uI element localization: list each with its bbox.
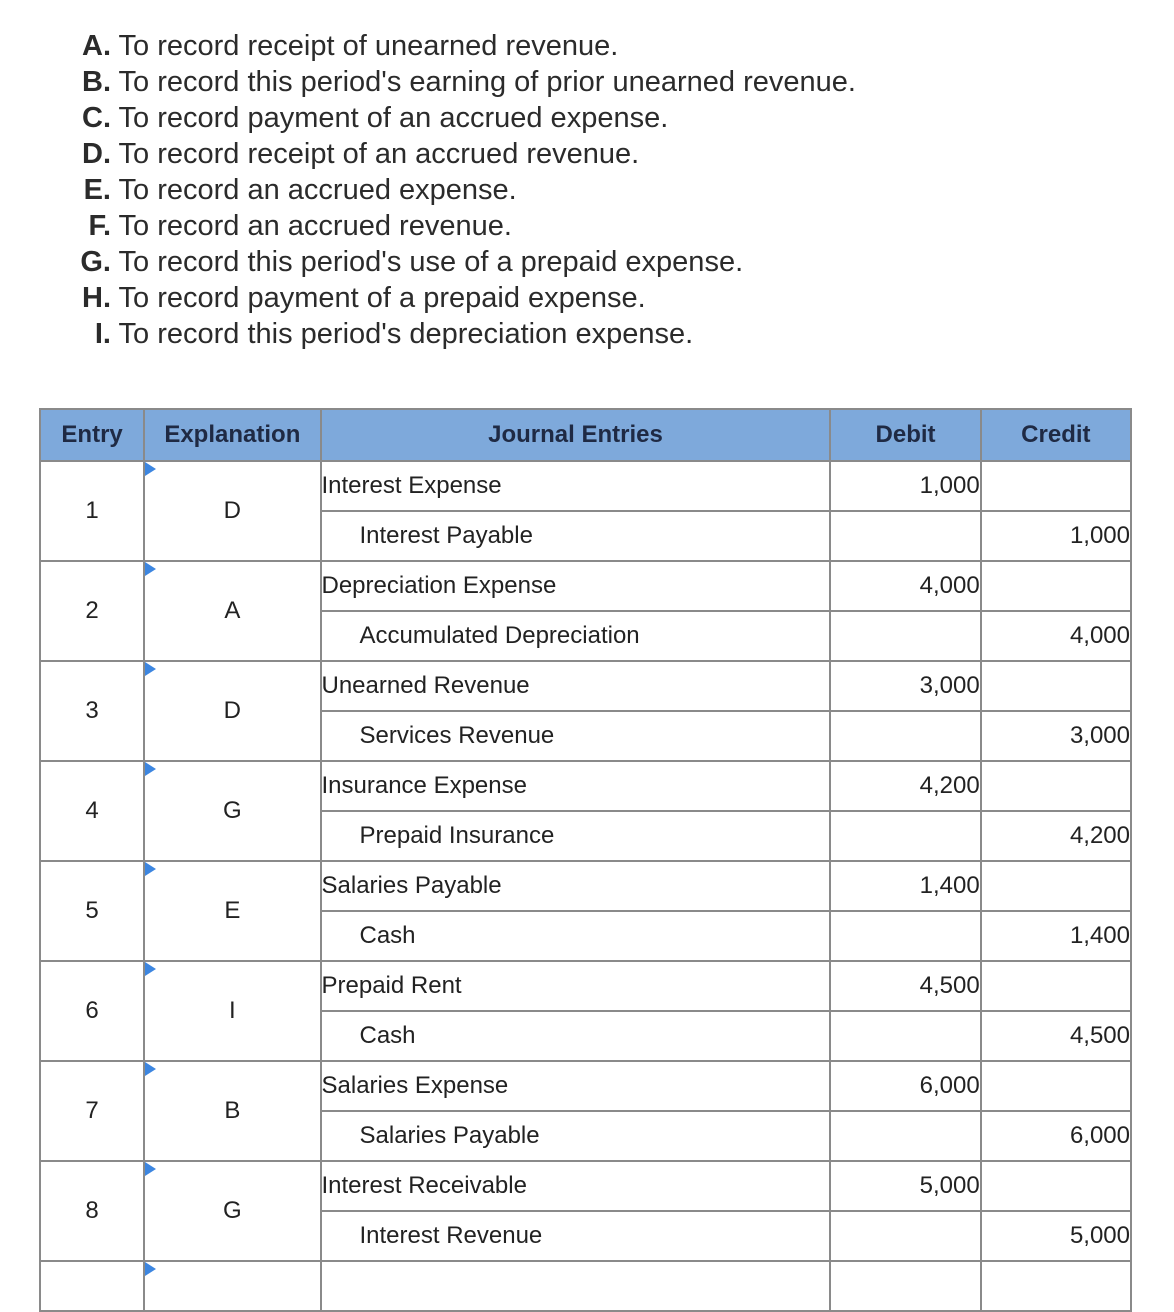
credit-account: Cash bbox=[321, 1011, 831, 1061]
explanation-select[interactable] bbox=[144, 561, 320, 661]
debit-amount-empty bbox=[830, 1011, 980, 1061]
debit-amount: 5,000 bbox=[830, 1161, 980, 1211]
explanation-select[interactable] bbox=[144, 1061, 320, 1161]
dropdown-indicator-icon bbox=[145, 562, 156, 576]
legend-item-i: I. To record this period's depreciation expense. bbox=[94, 318, 694, 350]
debit-account: Interest Receivable bbox=[321, 1161, 831, 1211]
explanation-value: D bbox=[223, 497, 242, 524]
explanation-legend bbox=[72, 28, 856, 352]
credit-amount: 1,000 bbox=[981, 511, 1131, 561]
explanation-value: I bbox=[229, 997, 236, 1024]
debit-amount: 4,200 bbox=[830, 761, 980, 811]
header-entry: Entry bbox=[40, 409, 144, 461]
legend-item-h: H. To record payment of a prepaid expense. bbox=[82, 282, 646, 314]
credit-amount: 3,000 bbox=[981, 711, 1131, 761]
dropdown-indicator-icon bbox=[145, 462, 156, 476]
credit-amount: 4,200 bbox=[981, 811, 1131, 861]
debit-account: Insurance Expense bbox=[321, 761, 831, 811]
credit-account: Interest Revenue bbox=[321, 1211, 831, 1261]
explanation-select[interactable] bbox=[144, 1161, 320, 1261]
legend-item-b: B. To record this period's earning of prior unearned revenue. bbox=[82, 66, 856, 98]
explanation-value: B bbox=[224, 1097, 241, 1124]
header-explanation: Explanation bbox=[144, 409, 320, 461]
dropdown-indicator-icon bbox=[145, 1262, 156, 1276]
credit-amount-empty bbox=[981, 661, 1131, 711]
table-row bbox=[40, 961, 1131, 1011]
legend-item-c: C. To record payment of an accrued expense. bbox=[82, 102, 669, 134]
debit-amount-empty bbox=[830, 1211, 980, 1261]
table-row bbox=[40, 861, 1131, 911]
explanation-select[interactable] bbox=[144, 761, 320, 861]
explanation-value: G bbox=[223, 797, 242, 824]
debit-account: Prepaid Rent bbox=[321, 961, 831, 1011]
credit-amount: 5,000 bbox=[981, 1211, 1131, 1261]
explanation-value: A bbox=[224, 597, 241, 624]
dropdown-indicator-icon bbox=[145, 862, 156, 876]
explanation-value: E bbox=[224, 897, 241, 924]
debit-amount-empty bbox=[830, 1111, 980, 1161]
credit-account: Services Revenue bbox=[321, 711, 831, 761]
debit-amount-empty bbox=[830, 711, 980, 761]
debit-amount: 4,000 bbox=[830, 561, 980, 611]
table-row bbox=[40, 661, 1131, 711]
credit-account: Prepaid Insurance bbox=[321, 811, 831, 861]
credit-amount: 4,000 bbox=[981, 611, 1131, 661]
entry-number: 3 bbox=[40, 661, 144, 761]
credit-amount: 4,500 bbox=[981, 1011, 1131, 1061]
credit-amount-empty bbox=[981, 961, 1131, 1011]
debit-amount: 3,000 bbox=[830, 661, 980, 711]
debit-amount-empty bbox=[830, 811, 980, 861]
entry-number: 6 bbox=[40, 961, 144, 1061]
dropdown-indicator-icon bbox=[145, 962, 156, 976]
explanation-value: D bbox=[223, 697, 242, 724]
debit-amount-empty bbox=[830, 611, 980, 661]
table-row bbox=[40, 461, 1131, 511]
explanation-select[interactable] bbox=[144, 461, 320, 561]
table-row bbox=[40, 1261, 1131, 1311]
legend-item-d: D. To record receipt of an accrued revenue. bbox=[82, 138, 640, 170]
debit-amount-empty bbox=[830, 511, 980, 561]
entry-number: 1 bbox=[40, 461, 144, 561]
dropdown-indicator-icon bbox=[145, 1162, 156, 1176]
credit-amount: 1,400 bbox=[981, 911, 1131, 961]
entry-number: 8 bbox=[40, 1161, 144, 1261]
credit-amount-empty bbox=[981, 461, 1131, 511]
entry-number: 4 bbox=[40, 761, 144, 861]
credit-amount-empty bbox=[981, 861, 1131, 911]
header-credit: Credit bbox=[981, 409, 1131, 461]
debit-amount: 6,000 bbox=[830, 1061, 980, 1111]
debit-account-empty bbox=[321, 1261, 831, 1311]
entry-number-empty bbox=[40, 1261, 144, 1311]
credit-account: Accumulated Depreciation bbox=[321, 611, 831, 661]
debit-account: Salaries Payable bbox=[321, 861, 831, 911]
credit-amount-empty bbox=[981, 1061, 1131, 1111]
explanation-value: G bbox=[223, 1197, 242, 1224]
table-row bbox=[40, 1061, 1131, 1111]
debit-amount: 1,000 bbox=[830, 461, 980, 511]
debit-account: Interest Expense bbox=[321, 461, 831, 511]
table-row bbox=[40, 761, 1131, 811]
legend-item-e: E. To record an accrued expense. bbox=[83, 174, 517, 206]
dropdown-indicator-icon bbox=[145, 1062, 156, 1076]
legend-item-g: G. To record this period's use of a prepaid expense. bbox=[80, 246, 744, 278]
credit-amount: 6,000 bbox=[981, 1111, 1131, 1161]
legend-item-f: F. To record an accrued revenue. bbox=[88, 210, 512, 242]
legend-item-a: A. To record receipt of unearned revenue. bbox=[82, 30, 619, 62]
debit-account: Depreciation Expense bbox=[321, 561, 831, 611]
entry-number: 5 bbox=[40, 861, 144, 961]
debit-account: Unearned Revenue bbox=[321, 661, 831, 711]
debit-amount: 1,400 bbox=[830, 861, 980, 911]
debit-amount-empty bbox=[830, 1261, 980, 1311]
header-journal-entries: Journal Entries bbox=[321, 409, 831, 461]
entry-number: 7 bbox=[40, 1061, 144, 1161]
header-debit: Debit bbox=[830, 409, 980, 461]
dropdown-indicator-icon bbox=[145, 762, 156, 776]
table-header-row bbox=[40, 409, 1131, 461]
debit-amount-empty bbox=[830, 911, 980, 961]
credit-amount-empty bbox=[981, 1161, 1131, 1211]
explanation-select[interactable] bbox=[144, 661, 320, 761]
debit-amount: 4,500 bbox=[830, 961, 980, 1011]
credit-amount-empty bbox=[981, 561, 1131, 611]
credit-account: Interest Payable bbox=[321, 511, 831, 561]
entry-number: 2 bbox=[40, 561, 144, 661]
explanation-select[interactable] bbox=[144, 961, 320, 1061]
table-row bbox=[40, 561, 1131, 611]
debit-account: Salaries Expense bbox=[321, 1061, 831, 1111]
credit-amount-empty bbox=[981, 761, 1131, 811]
explanation-select[interactable] bbox=[144, 861, 320, 961]
credit-account: Salaries Payable bbox=[321, 1111, 831, 1161]
table-row bbox=[40, 1161, 1131, 1211]
credit-amount-empty bbox=[981, 1261, 1131, 1311]
dropdown-indicator-icon bbox=[145, 662, 156, 676]
credit-account: Cash bbox=[321, 911, 831, 961]
journal-entries-table bbox=[39, 408, 1132, 1312]
explanation-select[interactable] bbox=[144, 1261, 320, 1311]
